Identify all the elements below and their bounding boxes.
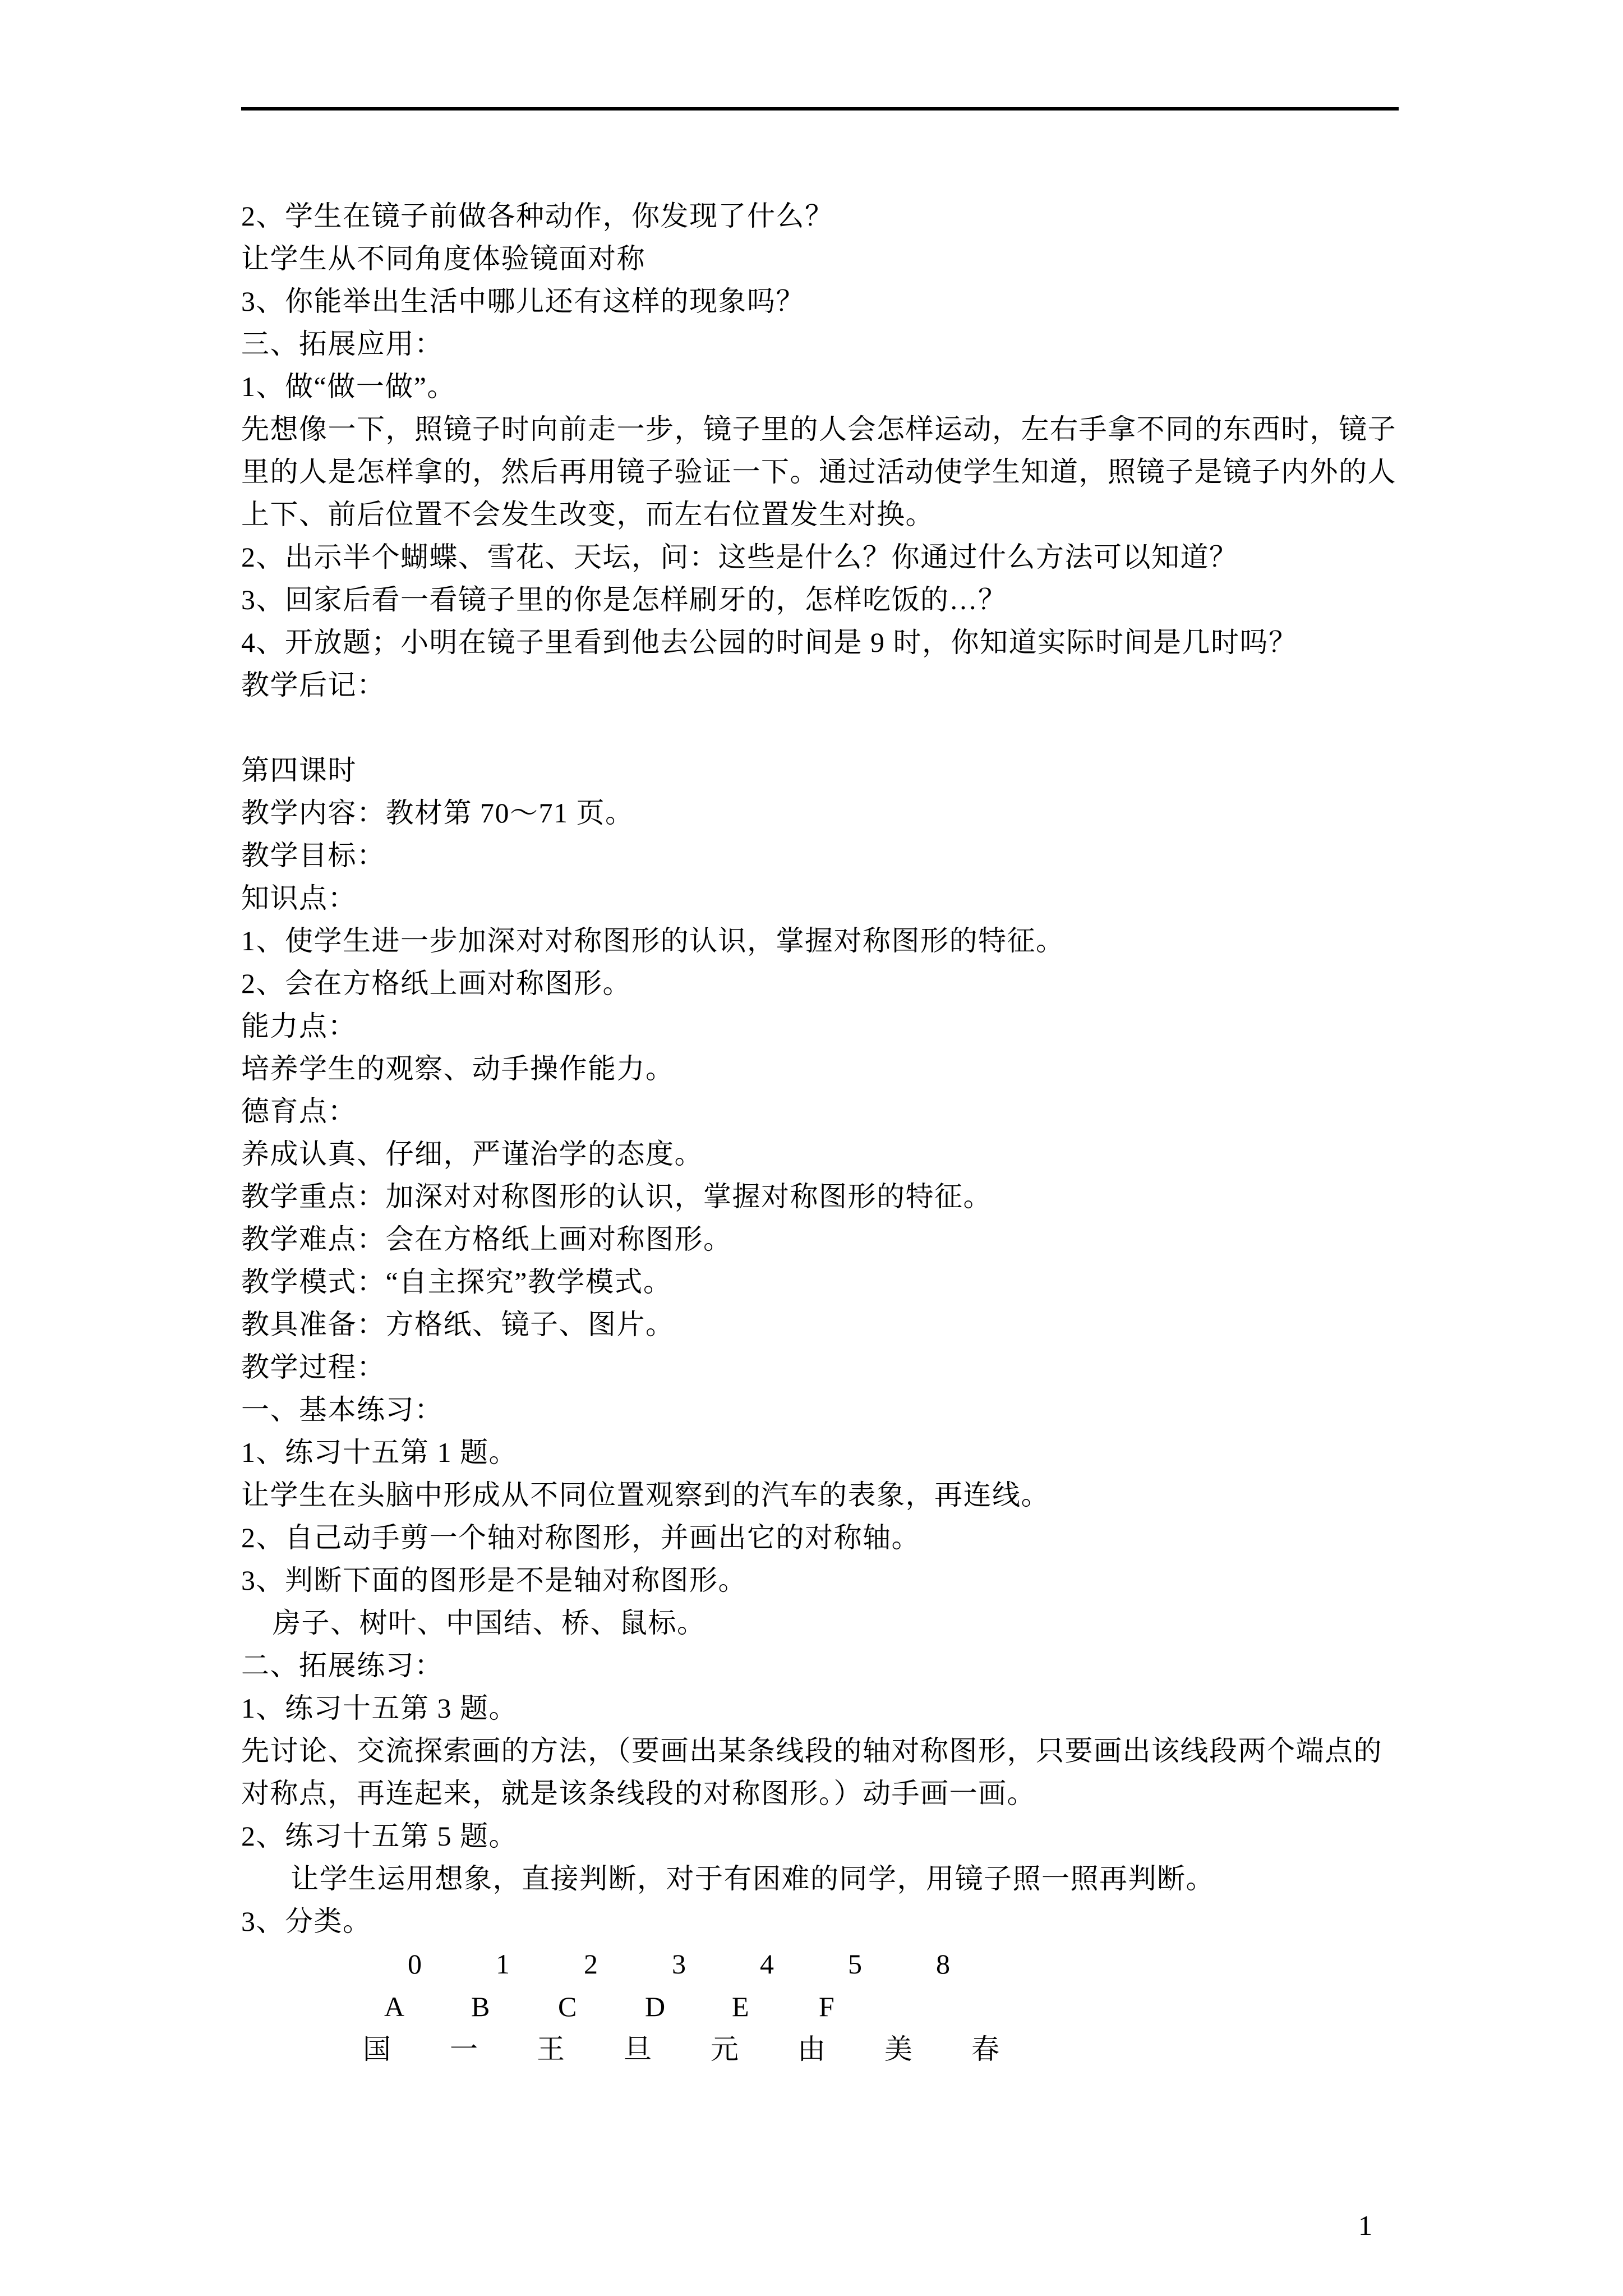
text-line: 让学生从不同角度体验镜面对称: [241, 243, 645, 274]
text-line: 三、拓展应用：: [241, 328, 444, 360]
text-line: 里的人是怎样拿的，然后再用镜子验证一下。通过活动使学生知道，照镜子是镜子内外的人: [241, 456, 1396, 487]
row-item: A: [384, 1991, 405, 2022]
text-line: 第四课时: [241, 754, 357, 786]
text-line: 让学生运用想象，直接判断，对于有困难的同学，用镜子照一照再判断。: [291, 1863, 1215, 1894]
row-item: 2: [584, 1948, 598, 1980]
text-line: 1、使学生进一步加深对对称图形的认识，掌握对称图形的特征。: [241, 925, 1065, 956]
text-line: 教具准备：方格纸、镜子、图片。: [241, 1309, 675, 1340]
text-line: 上下、前后位置不会发生改变，而左右位置发生对换。: [241, 499, 934, 530]
text-line: 3、分类。: [241, 1906, 372, 1937]
text-line: 养成认真、仔细，严谨治学的态度。: [241, 1138, 703, 1170]
row-item: 美: [884, 2033, 912, 2065]
page-number: 1: [1358, 2210, 1372, 2241]
text-line: 先想像一下，照镜子时向前走一步，镜子里的人会怎样运动，左右手拿不同的东西时，镜子: [241, 413, 1396, 445]
text-line: 2、自己动手剪一个轴对称图形，并画出它的对称轴。: [241, 1522, 920, 1553]
row-item: C: [558, 1991, 577, 2022]
text-line: 3、判断下面的图形是不是轴对称图形。: [241, 1565, 747, 1596]
text-line: 一、基本练习：: [241, 1394, 444, 1425]
row-item: D: [645, 1991, 666, 2022]
row-item: 旦: [624, 2033, 652, 2065]
row-item: E: [732, 1991, 749, 2022]
text-line: 3、回家后看一看镜子里的你是怎样刷牙的，怎样吃饭的…？: [241, 584, 1007, 615]
text-line: 德育点：: [241, 1096, 357, 1127]
text-line: 二、拓展练习：: [241, 1650, 444, 1681]
text-line: 2、学生在镜子前做各种动作，你发现了什么？: [241, 200, 834, 232]
text-line: 2、会在方格纸上画对称图形。: [241, 968, 631, 999]
row-item: 由: [797, 2033, 826, 2065]
document-body: [241, 195, 1453, 2070]
text-line: 房子、树叶、中国结、桥、鼠标。: [273, 1607, 706, 1639]
numbers-row: [241, 1943, 1453, 1985]
text-line: 知识点：: [241, 882, 357, 914]
text-line: 教学后记：: [241, 669, 386, 701]
text-line: 培养学生的观察、动手操作能力。: [241, 1053, 675, 1084]
letters-row: [241, 1985, 1453, 2028]
text-line: 教学目标：: [241, 840, 386, 871]
text-line: 4、开放题；小明在镜子里看到他去公园的时间是 9 时，你知道实际时间是几时吗？: [241, 627, 1298, 658]
header-rule: [241, 107, 1399, 111]
row-item: 0: [408, 1948, 422, 1980]
text-line: 对称点，再连起来，就是该条线段的对称图形。）动手画一画。: [241, 1778, 1036, 1809]
text-line: 2、练习十五第 5 题。: [241, 1820, 518, 1852]
text-line: 1、练习十五第 3 题。: [241, 1692, 518, 1724]
row-item: F: [819, 1991, 834, 2022]
text-line: 教学难点：会在方格纸上画对称图形。: [241, 1223, 732, 1255]
text-line: 教学重点：加深对对称图形的认识，掌握对称图形的特征。: [241, 1181, 992, 1212]
text-line: 先讨论、交流探索画的方法，（要画出某条线段的轴对称图形，只要画出该线段两个端点的: [241, 1735, 1382, 1766]
row-item: 5: [848, 1948, 862, 1980]
row-item: 国: [363, 2033, 391, 2065]
row-item: 1: [496, 1948, 510, 1980]
row-item: 一: [450, 2033, 478, 2065]
text-line: 教学过程：: [241, 1351, 386, 1383]
text-line: 2、出示半个蝴蝶、雪花、天坛，问：这些是什么？你通过什么方法可以知道？: [241, 541, 1238, 573]
text-line: 教学模式：“自主探究”教学模式。: [241, 1266, 672, 1297]
text-line: 能力点：: [241, 1010, 357, 1042]
text-line: 3、你能举出生活中哪儿还有这样的现象吗？: [241, 286, 805, 317]
characters-row: [241, 2028, 1453, 2070]
row-item: 春: [971, 2033, 999, 2065]
row-item: 8: [936, 1948, 950, 1980]
text-line: 教学内容：教材第 70～71 页。: [241, 797, 634, 829]
text-line: 1、练习十五第 1 题。: [241, 1437, 518, 1468]
row-item: 王: [537, 2033, 565, 2065]
row-item: B: [471, 1991, 490, 2022]
blank-line: [241, 706, 1453, 749]
text-line: 让学生在头脑中形成从不同位置观察到的汽车的表象，再连线。: [241, 1479, 1050, 1511]
text-line: 1、做“做一做”。: [241, 371, 456, 402]
row-item: 3: [672, 1948, 686, 1980]
row-item: 4: [760, 1948, 774, 1980]
row-item: 元: [711, 2033, 739, 2065]
